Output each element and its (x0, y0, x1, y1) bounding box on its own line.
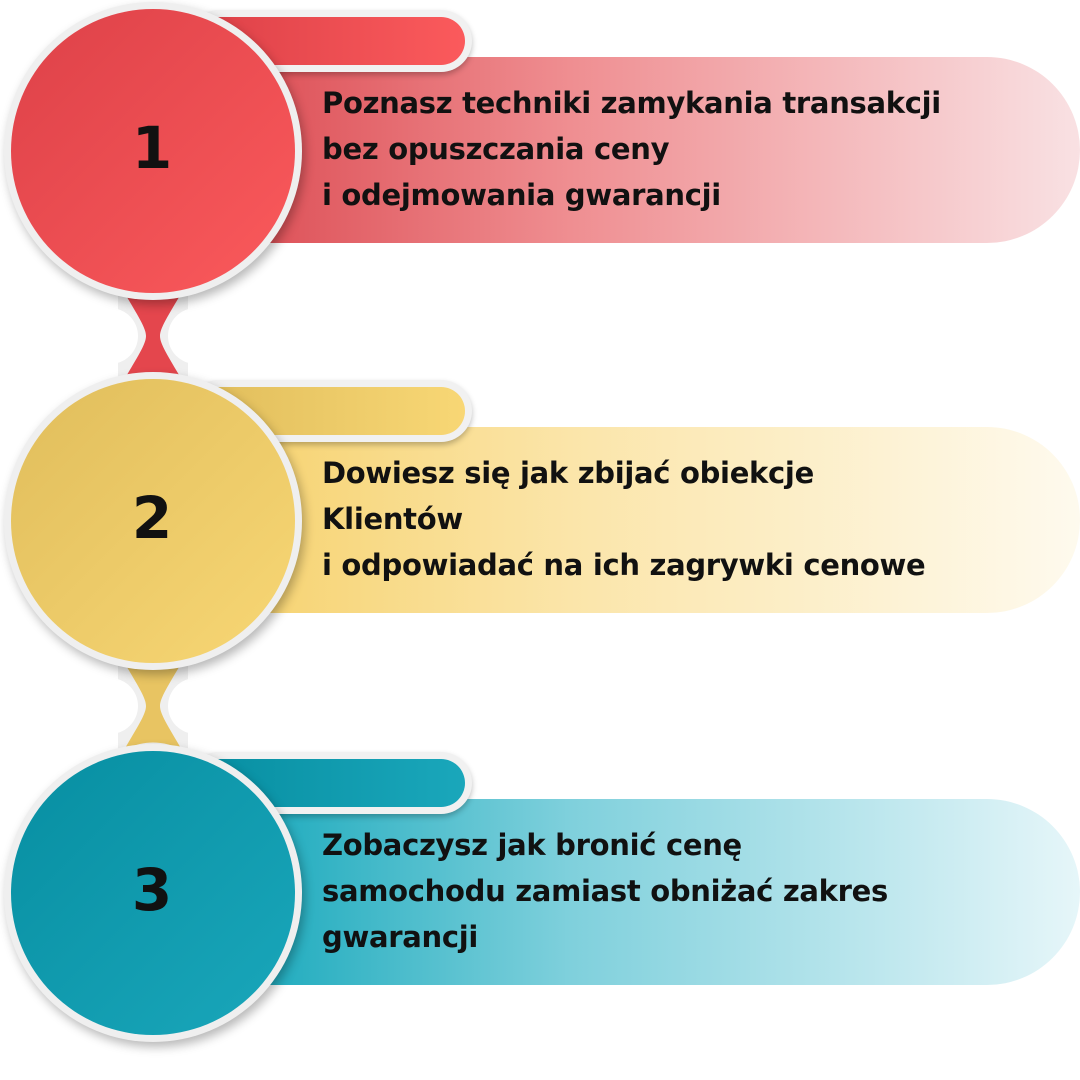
step-1-line-2: bez opuszczania ceny (322, 132, 670, 166)
step-2-number: 2 (131, 484, 173, 552)
step-3-text (322, 822, 1022, 960)
step-2-circle (4, 372, 302, 670)
step-3-circle (4, 744, 302, 1042)
step-2-line-2: Klientów (322, 502, 463, 536)
step-3-number: 3 (131, 856, 173, 924)
step-2 (0, 370, 1080, 670)
step-2-line-1: Dowiesz się jak zbijać obiekcje (322, 456, 814, 490)
step-1-line-3: i odejmowania gwarancji (322, 178, 721, 212)
step-3-line-2: samochodu zamiast obniżać zakres (322, 874, 888, 908)
step-3-line-1: Zobaczysz jak bronić cenę (322, 828, 742, 862)
step-1-circle (4, 2, 302, 300)
step-3 (0, 742, 1080, 1042)
step-2-text (322, 450, 1022, 588)
step-2-line-3: i odpowiadać na ich zagrywki cenowe (322, 548, 926, 582)
step-1-number: 1 (131, 114, 173, 182)
step-1-line-1: Poznasz techniki zamykania transakcji (322, 86, 941, 120)
connector-2-3 (98, 658, 208, 754)
step-3-line-3: gwarancji (322, 920, 479, 954)
step-1 (0, 0, 1080, 300)
step-1-text (322, 80, 1022, 218)
